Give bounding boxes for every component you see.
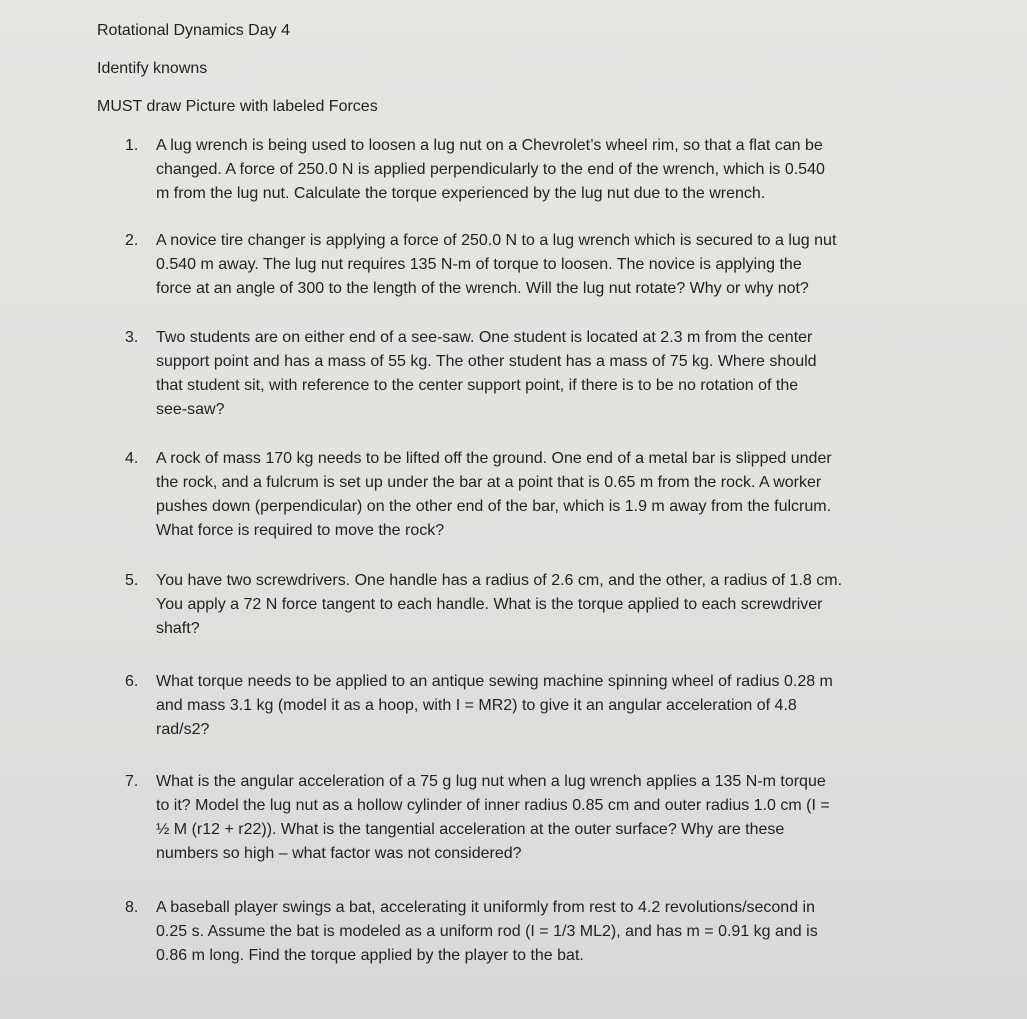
problem-line: rad/s2?	[156, 721, 210, 738]
problem-text	[156, 569, 1005, 641]
problem-number: 5.	[125, 572, 139, 589]
problem-line: ½ M (r12 + r22)). What is the tangential acceleration at the outer surface? Why are these	[156, 821, 785, 838]
problem-text	[156, 896, 1005, 968]
problem-text	[156, 229, 1005, 301]
instruction-identify-knowns: Identify knowns	[97, 60, 208, 77]
problem-line: 0.25 s. Assume the bat is modeled as a uniform rod (I = 1/3 ML2), and has m = 0.91 kg and is	[156, 923, 818, 940]
problem-4	[125, 447, 1005, 543]
problem-text	[156, 670, 1005, 742]
problem-number: 4.	[125, 450, 139, 467]
problem-text	[156, 447, 1005, 543]
problem-number: 6.	[125, 673, 139, 690]
problem-number: 3.	[125, 329, 139, 346]
problem-number: 2.	[125, 232, 139, 249]
page-title: Rotational Dynamics Day 4	[97, 22, 290, 39]
problem-line: What torque needs to be applied to an antique sewing machine spinning wheel of radius 0.28 m	[156, 673, 833, 690]
problem-line: 0.86 m long. Find the torque applied by the player to the bat.	[156, 947, 584, 964]
problem-line: force at an angle of 300 to the length of the wrench. Will the lug nut rotate? Why or why not?	[156, 280, 809, 297]
problem-number: 1.	[125, 137, 139, 154]
problem-text	[156, 770, 1005, 866]
problem-line: Two students are on either end of a see-saw. One student is located at 2.3 m from the center	[156, 329, 813, 346]
problem-line: changed. A force of 250.0 N is applied perpendicularly to the end of the wrench, which is 0.540	[156, 161, 825, 178]
problem-line: and mass 3.1 kg (model it as a hoop, with I = MR2) to give it an angular acceleration of 4.8	[156, 697, 797, 714]
problem-line: pushes down (perpendicular) on the other end of the bar, which is 1.9 m away from the fulcrum.	[156, 498, 832, 515]
problem-text	[156, 134, 1005, 206]
problem-line: numbers so high – what factor was not considered?	[156, 845, 522, 862]
problem-3	[125, 326, 1005, 422]
problem-line: A baseball player swings a bat, accelerating it uniformly from rest to 4.2 revolutions/second in	[156, 899, 815, 916]
problem-6	[125, 670, 1005, 742]
problem-line: support point and has a mass of 55 kg. The other student has a mass of 75 kg. Where should	[156, 353, 817, 370]
problem-line: What is the angular acceleration of a 75 g lug nut when a lug wrench applies a 135 N-m torque	[156, 773, 826, 790]
problem-number: 7.	[125, 773, 139, 790]
problem-line: A lug wrench is being used to loosen a lug nut on a Chevrolet’s wheel rim, so that a flat can be	[156, 137, 823, 154]
problem-line: A novice tire changer is applying a force of 250.0 N to a lug wrench which is secured to a lug nut	[156, 232, 837, 249]
problem-2	[125, 229, 1005, 301]
instruction-draw-picture: MUST draw Picture with labeled Forces	[97, 98, 378, 115]
problem-line: to it? Model the lug nut as a hollow cylinder of inner radius 0.85 cm and outer radius 1.0 cm (I =	[156, 797, 830, 814]
problem-line: the rock, and a fulcrum is set up under the bar at a point that is 0.65 m from the rock. A worker	[156, 474, 822, 491]
problem-number: 8.	[125, 899, 139, 916]
problem-line: that student sit, with reference to the center support point, if there is to be no rotation of the	[156, 377, 799, 394]
problem-7	[125, 770, 1005, 866]
problem-line: 0.540 m away. The lug nut requires 135 N-m of torque to loosen. The novice is applying the	[156, 256, 802, 273]
problem-5	[125, 569, 1005, 641]
problem-text	[156, 326, 1005, 422]
problem-line: m from the lug nut. Calculate the torque experienced by the lug nut due to the wrench.	[156, 185, 766, 202]
problem-line: see-saw?	[156, 401, 225, 418]
problem-line: What force is required to move the rock?	[156, 522, 445, 539]
problem-line: shaft?	[156, 620, 200, 637]
problem-line: You apply a 72 N force tangent to each handle. What is the torque applied to each screwdriver	[156, 596, 823, 613]
problem-1	[125, 134, 1005, 206]
problem-line: You have two screwdrivers. One handle has a radius of 2.6 cm, and the other, a radius of 1.8 cm.	[156, 572, 843, 589]
problem-8	[125, 896, 1005, 968]
problem-line: A rock of mass 170 kg needs to be lifted off the ground. One end of a metal bar is slipped under	[156, 450, 832, 467]
